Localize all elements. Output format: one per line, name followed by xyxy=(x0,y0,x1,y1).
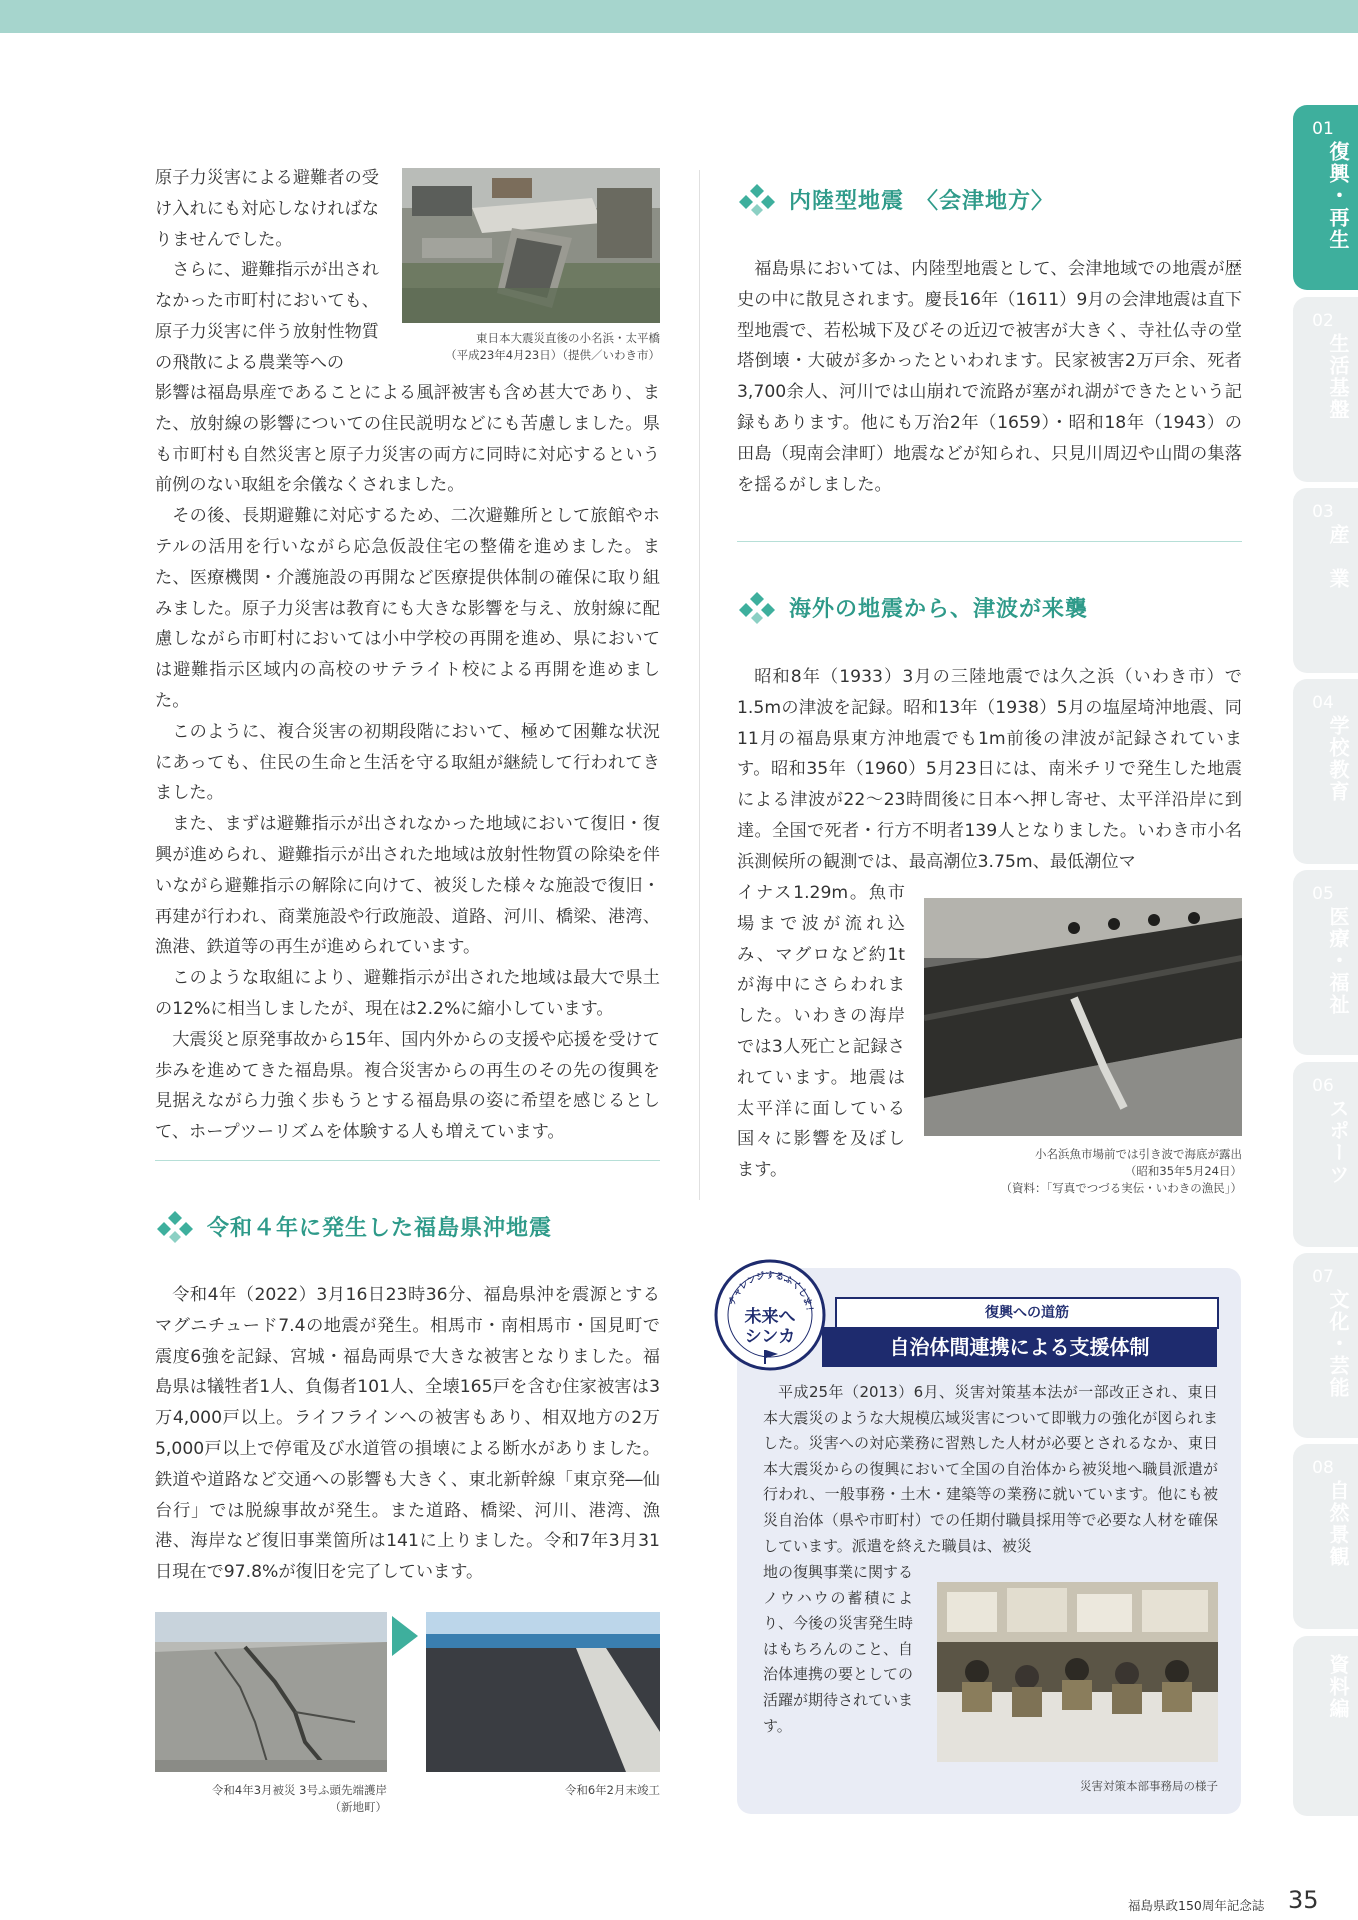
tab-label: スポーツ xyxy=(1326,1098,1350,1186)
tab-gakko-kyoiku[interactable] xyxy=(1293,679,1358,864)
tab-number: 06 xyxy=(1312,1076,1334,1096)
paragraph: また、まずは避難指示が出されなかった地域において復旧・復興が進められ、避難指示が出された地域は放射性物質の除染を伴いながら避難指示の解除に向けて、被災した様々な施設で復旧・再建が行われ、商業施設や行政施設、道路、河川、橋梁、港湾、漁港、鉄道等の再生が進められています。 xyxy=(155,814,660,958)
photo-collapsed-bridge xyxy=(402,168,660,323)
paragraph: 影響は福島県産であることによる風評被害も含め甚大であり、また、放射線の影響についての住民説明などにも苦慮しました。県も市町村も自然災害と原子力災害の両方に同時に対応するという前例のない取組を余儀なくされました。 xyxy=(155,383,660,496)
intro-wide-text xyxy=(155,378,660,1148)
tsunami-text-narrow xyxy=(737,878,905,1186)
photo1-caption xyxy=(402,330,660,364)
tab-number: 04 xyxy=(1312,693,1334,713)
tab-label: 文化・芸能 xyxy=(1326,1289,1350,1399)
tab-label: 復興・再生 xyxy=(1326,141,1350,251)
tab-label: 自然景観 xyxy=(1326,1480,1350,1568)
paragraph: その後、長期避難に対応するため、二次避難所として旅館やホテルの活用を行いながら応急仮設住宅の整備を進めました。また、医療機関・介護施設の再開など医療提供体制の確保に取り組みました。原子力災害は教育にも大きな影響を与え、放射線に配慮しながら市町村においては小中学校の再開を進め、県においては避難指示区域内の高校のサテライト校による再開を進めました。 xyxy=(155,506,660,711)
paragraph: このように、複合災害の初期段階において、極めて困難な状況にあっても、住民の生命と生活を守る取組が継続して行われてきました。 xyxy=(155,721,660,804)
challenge-text-wide xyxy=(763,1380,1218,1559)
paragraph: 昭和8年（1933）3月の三陸地震では久之浜（いわき市）で1.5mの津波を記録。昭和13年（1938）5月の塩屋埼沖地震、同11月の福島県東方沖地震でも1m前後の津波が記録されています。昭和35年（1960）5月23日には、南米チリで発生した地震による津波が22～23時間後に日本へ押し寄せ、太平洋沿岸に到達。全国で死者・行方不明者139人となりました。いわき市小名浜測候所の観測では、最高潮位3.75m、最低潮位マ xyxy=(737,667,1242,872)
photo5-caption: 災害対策本部事務局の様子 xyxy=(1080,1779,1218,1793)
badge-arc-text: チャレンジするふくしま！ xyxy=(727,1270,815,1317)
tab-number: 02 xyxy=(1312,311,1334,331)
caption-line: （新地町） xyxy=(329,1800,387,1814)
paragraph: 福島県においては、内陸型地震として、会津地域での地震が歴史の中に散見されます。慶長16年（1611）9月の会津地震は直下型地震で、若松城下及びその近辺で被害が大きく、寺社仏寺の堂塔倒壊・大破が多かったといわれます。民家被害2万戸余、死者3,700余人、河川では山崩れで流路が塞がれ湖ができたという記録もあります。他にも万治2年（1659）・昭和18年（1943）の田島（現南会津町）地震などが知られ、只見川周辺や山間の集落を揺るがしました。 xyxy=(737,259,1242,495)
tab-iryo-fukushi[interactable] xyxy=(1293,870,1358,1055)
caption-line: 小名浜魚市場前では引き波で海底が露出 xyxy=(1035,1147,1242,1161)
tab-number: 05 xyxy=(1312,884,1334,904)
fukushima-oki-text xyxy=(155,1280,660,1588)
photo2-caption xyxy=(155,1782,387,1816)
caption-line: 令和4年3月被災 3号ふ頭先端護岸 xyxy=(211,1783,387,1797)
photo4-caption xyxy=(924,1146,1242,1197)
tab-label: 医療・福祉 xyxy=(1326,906,1350,1016)
tab-label: 学校教育 xyxy=(1326,715,1350,803)
photo-disaster-hq xyxy=(937,1582,1218,1762)
tab-label: 産 業 xyxy=(1326,524,1350,590)
section-title: 内陸型地震 〈会津地方〉 xyxy=(789,189,1055,214)
tab-number: 03 xyxy=(1312,502,1334,522)
challenge-text-narrow xyxy=(763,1560,913,1739)
caption-line: （昭和35年5月24日） xyxy=(1124,1164,1242,1178)
challenge-subtitle: 復興への道筋 xyxy=(985,1305,1069,1321)
paragraph: イナス1.29m。魚市場まで波が流れ込み、マグロなど約1tが海中にさらわれました。いわきの海岸では3人死亡と記録されています。地震は太平洋に面している国々に影響を及ぼします。 xyxy=(737,883,905,1181)
tab-sangyo[interactable] xyxy=(1293,488,1358,673)
tab-shizen-keikan[interactable] xyxy=(1293,1444,1358,1629)
tab-number: 08 xyxy=(1312,1458,1334,1478)
tab-label: 資料編 xyxy=(1326,1654,1350,1720)
tab-number: 07 xyxy=(1312,1267,1334,1287)
challenge-subtitle-box xyxy=(835,1297,1219,1329)
section-divider xyxy=(155,1160,660,1161)
paragraph: このような取組により、避難指示が出された地域は最大で県土の12%に相当しましたが、現在は2.2%に縮小しています。 xyxy=(155,968,660,1019)
paragraph: さらに、避難指示が出されなかった市町村においても、原子力災害に伴う放射性物質の飛散による農業等への xyxy=(155,260,379,373)
photo3-caption: 令和6年2月末竣工 xyxy=(564,1783,660,1797)
paragraph: 令和4年（2022）3月16日23時36分、福島県沖を震源とするマグニチュード7.4の地震が発生。相馬市・南相馬市・国見町で震度6強を記録、宮城・福島両県で大きな被害となりました。福島県は犠牲者1人、負傷者101人、全壊165戸を含む住家被害は3万4,000戸以上。ライフラインへの被害もあり、相双地方の2万5,000戸以上で停電及び水道管の損壊による断水がありました。鉄道や道路など交通への影響も大きく、東北新幹線「東京発―仙台行」では脱線事故が発生。また道路、橋梁、河川、港湾、漁港、海岸など復旧事業箇所は141に上りました。令和7年3月31日現在で97.8%が復旧を完了しています。 xyxy=(155,1285,660,1583)
footer-publication-title: 福島県政150周年記念誌 xyxy=(1128,1898,1265,1913)
tab-bunka-geino[interactable] xyxy=(1293,1253,1358,1438)
badge-main-line1: 未来へ xyxy=(744,1307,796,1327)
intro-narrow-text xyxy=(155,163,379,379)
challenge-title: 自治体間連携による支援体制 xyxy=(889,1335,1150,1359)
badge-main-line2: シンカ xyxy=(744,1327,796,1347)
diamond-icon xyxy=(155,1209,195,1245)
paragraph: 地の復興事業に関するノウハウの蓄積により、今後の災害発生時はもちろんのこと、自治体連携の要としての活躍が期待されています。 xyxy=(763,1563,914,1735)
paragraph: 原子力災害による避難者の受け入れにも対応しなければなりませんでした。 xyxy=(155,168,379,250)
arrow-right-icon xyxy=(392,1616,418,1656)
paragraph: 平成25年（2013）6月、災害対策基本法が一部改正され、東日本大震災のような大規模広域災害について即戦力の強化が図られました。災害への対応業務に習熟した人材が必要とされるなか、東日本大震災からの復興において全国の自治体から被災地へ職員派遣が行われ、一般事務・土木・建築等の業務に就いています。他にも被災自治体（県や市町村）での任期付職員採用等で必要な人材を確保しています。派遣を終えた職員は、被災 xyxy=(763,1383,1218,1555)
section-divider xyxy=(737,541,1242,542)
diamond-icon xyxy=(737,182,777,218)
diamond-icon xyxy=(737,590,777,626)
page-number: 35 xyxy=(1288,1886,1319,1914)
paragraph: 大震災と原発事故から15年、国内外からの支援や応援を受けて歩みを進めてきた福島県。複合災害からの再生のその先の復興を見据えながら力強く歩もうとする福島県の姿に希望を感じるとして、ホープツーリズムを体験する人も増えています。 xyxy=(155,1029,660,1143)
tab-fukko-saisei[interactable] xyxy=(1293,105,1358,290)
section-title: 海外の地震から、津波が来襲 xyxy=(789,597,1089,622)
section-title: 令和４年に発生した福島県沖地震 xyxy=(207,1216,553,1241)
tab-label: 生活基盤 xyxy=(1326,333,1350,421)
top-color-band xyxy=(0,0,1358,33)
challenge-title-bar xyxy=(822,1327,1217,1367)
caption-line: （資料：「写真でつづる実伝・いわきの漁民」） xyxy=(1000,1181,1242,1195)
tab-sports[interactable] xyxy=(1293,1062,1358,1247)
caption-line: （平成23年4月23日）（提供／いわき市） xyxy=(445,348,660,362)
column-divider xyxy=(699,170,700,1200)
tsunami-text-wide xyxy=(737,662,1242,878)
photo-damaged-quay xyxy=(155,1612,387,1772)
tab-seikatsu-kiban[interactable] xyxy=(1293,297,1358,482)
tab-shiryo[interactable] xyxy=(1293,1636,1358,1816)
photo-tsunami-seawall xyxy=(924,898,1242,1136)
tab-number: 01 xyxy=(1312,119,1334,139)
photo-repaired-quay xyxy=(426,1612,660,1772)
mirai-shinka-badge xyxy=(713,1258,827,1372)
caption-line: 東日本大震災直後の小名浜・太平橋 xyxy=(476,331,660,345)
aizu-text xyxy=(737,254,1242,500)
